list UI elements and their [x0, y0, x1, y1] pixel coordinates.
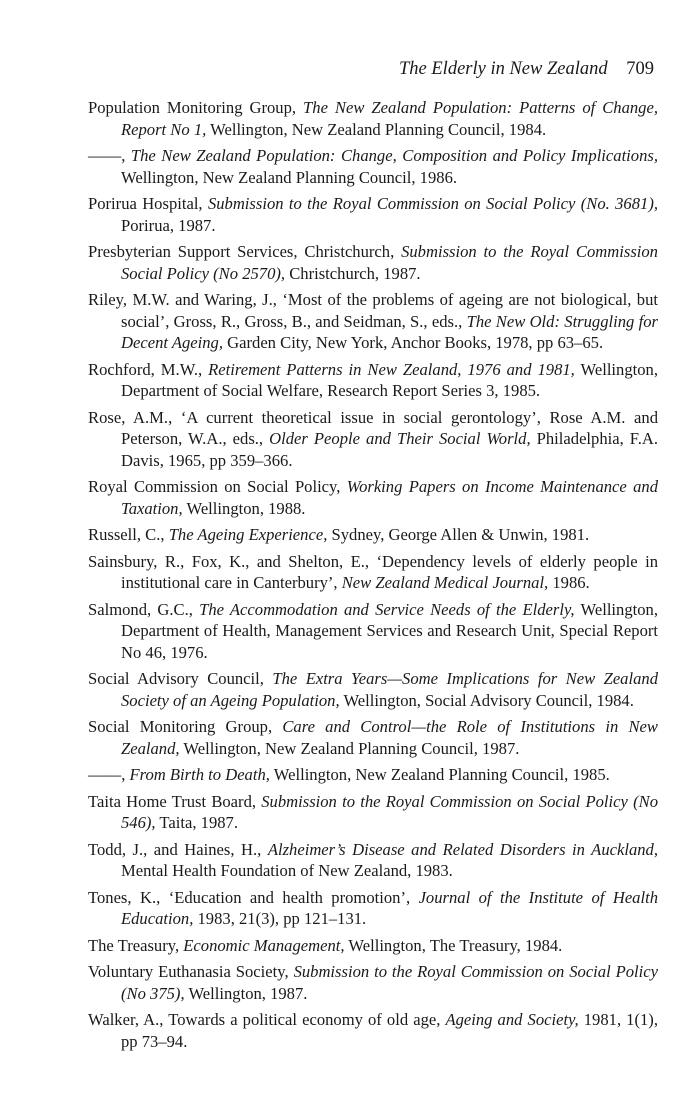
reference-entry: [88, 887, 658, 930]
reference-title: Alzheimer’s Disease and Related Disorders in Auckland,: [267, 839, 658, 859]
reference-text: ——,: [88, 765, 130, 784]
reference-text: Wellington, 1988.: [182, 498, 306, 518]
reference-entry: [88, 193, 658, 236]
reference-entry: [88, 961, 658, 1004]
reference-title: Ageing and Society,: [445, 1010, 579, 1029]
reference-title: Working Papers on Income Maintenance and Taxation,: [121, 477, 658, 518]
reference-text: Porirua, 1987.: [121, 215, 216, 235]
reference-text: Wellington, New Zealand Planning Council, 1987.: [179, 738, 520, 758]
reference-text: Wellington, Social Advisory Council, 1984.: [339, 690, 634, 710]
reference-text: Sainsbury, R., Fox, K., and Shelton, E., ‘Dependency levels of elderly people in institutional care in Canterbury’,: [88, 551, 658, 592]
reference-title: Submission to the Royal Commission on Social Policy (No 375),: [121, 962, 659, 1003]
page-number: 709: [626, 59, 654, 79]
reference-title: From Birth to Death,: [129, 765, 270, 784]
reference-title: Economic Management,: [183, 935, 345, 955]
reference-text: Walker, A., Towards a political economy of old age,: [88, 1010, 446, 1029]
reference-text: 1981, 1(1), pp 73–94.: [121, 1010, 658, 1051]
reference-entry: [88, 839, 658, 882]
reference-text: Salmond, G.C.,: [88, 599, 200, 619]
reference-title: The Ageing Experience,: [168, 525, 328, 544]
reference-list: [88, 97, 658, 1057]
reference-title: The New Zealand Population: Change, Composition and Policy Implications,: [130, 146, 658, 165]
reference-text: Taita, 1987.: [155, 813, 238, 832]
reference-text: Wellington, New Zealand Planning Council, 1985.: [269, 765, 610, 784]
reference-text: Sydney, George Allen & Unwin, 1981.: [327, 525, 590, 544]
reference-title: New Zealand Medical Journal,: [341, 573, 549, 592]
reference-text: 1986.: [548, 573, 590, 592]
reference-entry: [88, 551, 658, 594]
reference-entry: [88, 791, 658, 834]
reference-entry: [88, 359, 658, 402]
reference-title: Retirement Patterns in New Zealand, 1976 and 1981,: [208, 359, 575, 379]
reference-text: Riley, M.W. and Waring, J., ‘Most of the problems of ageing are not biological, but social’, Gross, R., Gross, B., and Seidman, S., eds.,: [88, 290, 658, 331]
reference-text: Russell, C.,: [88, 525, 169, 544]
reference-title: Submission to the Royal Commission Social Policy (No 2570),: [121, 242, 658, 283]
reference-text: Philadelphia, F.A. Davis, 1965, pp 359–366.: [121, 429, 658, 470]
reference-text: Social Advisory Council,: [88, 669, 273, 688]
reference-text: Todd, J., and Haines, H.,: [88, 839, 268, 859]
reference-text: Garden City, New York, Anchor Books, 1978, pp 63–65.: [223, 333, 604, 352]
reference-title: Care and Control—the Role of Institutions in New Zealand,: [121, 717, 658, 758]
reference-entry: [88, 241, 658, 284]
reference-text: Rose, A.M., ‘A current theoretical issue in social gerontology’, Rose A.M. and Peterson, W.A., eds.,: [88, 407, 658, 448]
reference-text: Wellington, The Treasury, 1984.: [344, 935, 563, 955]
reference-title: The New Old: Struggling for Decent Ageing,: [121, 311, 658, 352]
reference-text: 1983, 21(3), pp 121–131.: [193, 909, 367, 928]
reference-text: Wellington, Department of Social Welfare, Research Report Series 3, 1985.: [121, 359, 658, 400]
reference-entry: [88, 1009, 658, 1052]
reference-title: The Extra Years—Some Implications for New Zealand Society of an Ageing Population,: [121, 669, 658, 710]
running-title: The Elderly in New Zealand: [399, 59, 608, 79]
reference-entry: [88, 407, 658, 472]
reference-text: Presbyterian Support Services, Christchurch,: [88, 242, 402, 261]
reference-entry: [88, 716, 658, 759]
reference-title: Older People and Their Social World,: [269, 429, 531, 448]
reference-text: Social Monitoring Group,: [88, 717, 283, 736]
reference-text: Tones, K., ‘Education and health promotion’,: [88, 887, 419, 907]
reference-entry: [88, 97, 658, 140]
reference-entry: [88, 524, 658, 546]
reference-text: Taita Home Trust Board,: [88, 791, 262, 811]
reference-title: Submission to the Royal Commission on Social Policy (No. 3681),: [207, 194, 658, 213]
reference-text: The Treasury,: [88, 935, 184, 955]
running-header: [399, 58, 654, 80]
reference-entry: [88, 289, 658, 354]
reference-text: Porirua Hospital,: [88, 194, 208, 213]
reference-text: Wellington, Department of Health, Management Services and Research Unit, Special Report No 46, 1976.: [121, 599, 658, 662]
reference-text: Population Monitoring Group,: [88, 98, 304, 117]
reference-title: The New Zealand Population: Patterns of Change, Report No 1,: [121, 98, 658, 139]
reference-entry: [88, 476, 658, 519]
reference-text: Christchurch, 1987.: [285, 263, 421, 283]
reference-text: Wellington, New Zealand Planning Council, 1986.: [121, 167, 458, 187]
reference-text: Wellington, New Zealand Planning Council, 1984.: [206, 119, 547, 139]
reference-text: ——,: [88, 146, 131, 165]
reference-entry: [88, 668, 658, 711]
reference-text: Wellington, 1987.: [184, 983, 308, 1003]
reference-title: Submission to the Royal Commission on Social Policy (No 546),: [121, 791, 658, 832]
reference-entry: [88, 599, 658, 664]
reference-entry: [88, 935, 658, 957]
reference-title: The Accommodation and Service Needs of the Elderly,: [199, 599, 575, 619]
reference-text: Voluntary Euthanasia Society,: [88, 962, 294, 981]
reference-text: Rochford, M.W.,: [88, 359, 209, 379]
reference-title: Journal of the Institute of Health Education,: [121, 887, 658, 928]
reference-text: Royal Commission on Social Policy,: [88, 477, 347, 496]
reference-entry: [88, 764, 658, 786]
reference-text: Mental Health Foundation of New Zealand, 1983.: [121, 861, 453, 880]
reference-entry: [88, 145, 658, 188]
